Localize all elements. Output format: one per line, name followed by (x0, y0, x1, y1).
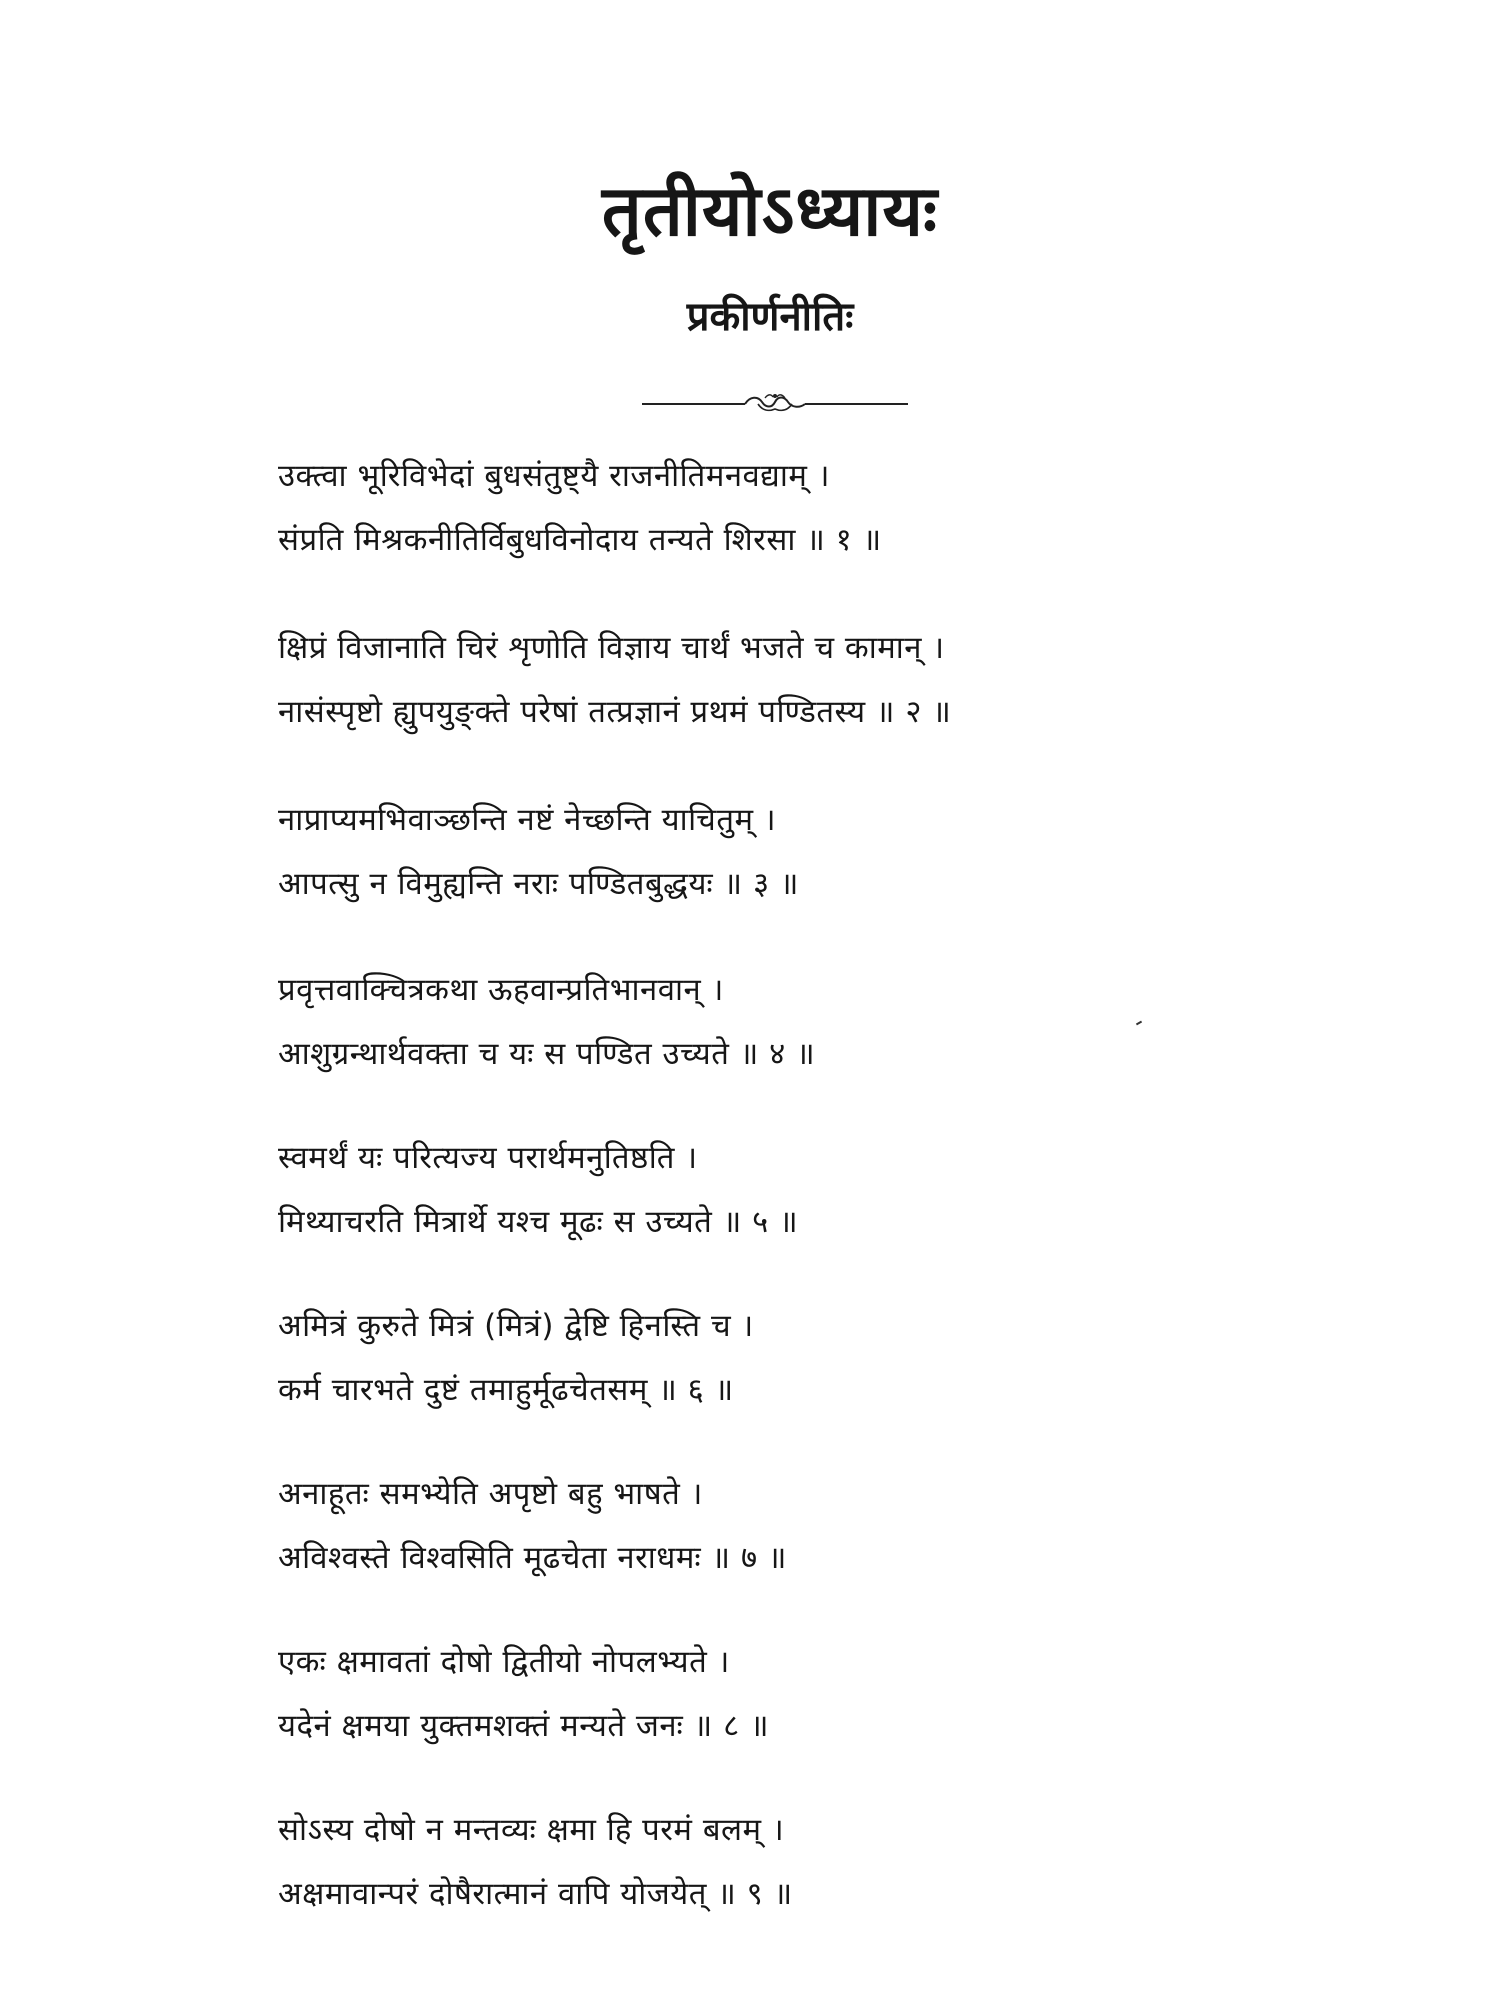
verse-line: स्वमर्थं यः परित्यज्य परार्थमनुतिष्ठति । (278, 1140, 698, 1176)
verse-line: अविश्वस्ते विश्वसिति मूढचेता नराधमः ॥ ७ ॥ (278, 1540, 787, 1576)
verse-line: सोऽस्य दोषो न मन्तव्यः क्षमा हि परमं बलम् । (278, 1812, 785, 1848)
verse-line: क्षिप्रं विजानाति चिरं शृणोति विज्ञाय चार्थं भजते च कामान् । (278, 630, 945, 666)
verse-1 (278, 444, 1398, 572)
verse-6 (278, 1294, 1398, 1422)
verse-line: अक्षमावान्परं दोषैरात्मानं वापि योजयेत् ॥ ९ ॥ (278, 1876, 793, 1912)
chapter-title: तृतीयोऽध्यायः (601, 170, 939, 252)
verse-4 (278, 958, 1398, 1086)
verse-3 (278, 788, 1398, 916)
verse-line: संप्रति मिश्रकनीतिर्विबुधविनोदाय तन्यते शिरसा ॥ १ ॥ (278, 522, 882, 558)
verse-2 (278, 616, 1398, 744)
verse-list (278, 444, 1398, 1926)
verse-line: अमित्रं कुरुते मित्रं (मित्रं) द्वेष्टि हिनस्ति च । (278, 1308, 754, 1344)
ornament-divider-icon (640, 382, 910, 422)
chapter-subtitle: प्रकीर्णनीतिः (686, 294, 854, 340)
verse-line: नाप्राप्यमभिवाञ्छन्ति नष्टं नेच्छन्ति याचितुम् । (278, 802, 777, 838)
verse-7 (278, 1462, 1398, 1590)
verse-5 (278, 1126, 1398, 1254)
verse-8 (278, 1630, 1398, 1758)
verse-line: मिथ्याचरति मित्रार्थे यश्च मूढः स उच्यते ॥ ५ ॥ (278, 1204, 799, 1240)
verse-line: प्रवृत्तवाक्चित्रकथा ऊहवान्प्रतिभानवान् । (278, 972, 724, 1008)
verse-line: एकः क्षमावतां दोषो द्वितीयो नोपलभ्यते । (278, 1644, 730, 1680)
verse-line: उक्त्वा भूरिविभेदां बुधसंतुष्ट्यै राजनीतिमनवद्याम् । (278, 458, 830, 494)
verse-line: आपत्सु न विमुह्यन्ति नराः पण्डितबुद्धयः ॥ ३ ॥ (278, 866, 800, 902)
verse-line: आशुग्रन्थार्थवक्ता च यः स पण्डित उच्यते ॥ ४ ॥ (278, 1036, 816, 1072)
verse-line: यदेनं क्षमया युक्तमशक्तं मन्यते जनः ॥ ८ ॥ (278, 1708, 770, 1744)
verse-line: अनाहूतः समभ्येति अपृष्टो बहु भाषते । (278, 1476, 703, 1512)
verse-9 (278, 1798, 1398, 1926)
verse-line: कर्म चारभते दुष्टं तमाहुर्मूढचेतसम् ॥ ६ ॥ (278, 1372, 734, 1408)
verse-line: नासंस्पृष्टो ह्युपयुङ्क्ते परेषां तत्प्रज्ञानं प्रथमं पण्डितस्य ॥ २ ॥ (278, 694, 952, 730)
